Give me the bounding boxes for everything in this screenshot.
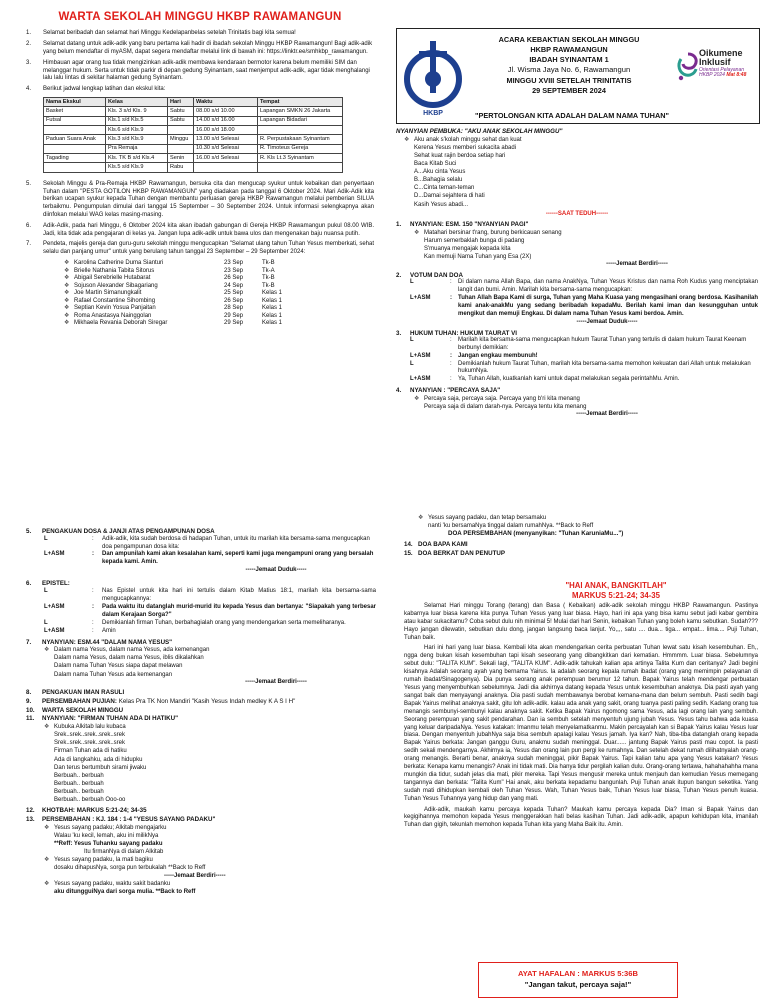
acara-header-box <box>396 28 760 124</box>
section-heading: 1. NYANYIAN: ESM. 150 "NYANYIAN PAGI" <box>396 221 529 229</box>
liturgy-leader: L : Marilah kita bersama-sama mengucapkan hukum Taurat Tuhan yang tertulis di dalam hukum Taurat Keenam berbunyi demikian: <box>410 337 747 352</box>
sermon-paragraph: Adik-adik, maukah kamu percaya kepada Tuhan? Maukah kamu percaya kepada Dia? Iman si Bapak Yairus dan kegigihannya memohon kepada Yesus menggerakkan hati belas kasihan Tuhan. Jadi adik-adik, apapun kehidupan kita, imanilah Tuhan dan gigih, tekunlah memohon kepada Tuhan kita yang Maha Baik itu. Amin. <box>404 806 758 829</box>
birthday-row: ❖ Septian Kevin Yosua Panjaitan 28 Sep Kelas 1 <box>64 305 283 311</box>
table-row: Pra Remaja 10.30 s/d Selesai R. Timoteus Gereja <box>44 144 343 153</box>
section-heading: 9. PERSEMBAHAN PUJIAN: Kelas Pra TK Non Mandiri "Kasih Yesus Indah medley K A S I H" <box>26 697 296 705</box>
hymn-lyrics: ❖ Matahari bersinar t'rang, burung berkicauan senang Harum semerbaklah bunga di padang S'muanya mengajak kepada kita Kan memuji Nama Tuhan yang Esa (2X) <box>414 229 562 261</box>
liturgy-congregation: L+ASM : Tuhan Allah Bapa Kami di surga, Tuhan yang Maha Kuasa yang mengasihani orang berdosa. Kasihanilah kami anak-anakMu yang sedang beribadah kepadaMu. Berilah kami iman dan kesungguhan untuk mengikut dan memuji Engkau. Di dalam nama Tuhan Yesus kami berdoa. Amin. <box>410 295 758 318</box>
birthday-row: ❖ Sojuson Alexander Sibagariang 24 Sep Tk-B <box>64 282 275 289</box>
bullet-icon: ❖ <box>64 290 70 296</box>
bullet-icon: ❖ <box>64 297 70 304</box>
section-heading: 7. NYANYIAN: ESM.44 "DALAM NAMA YESUS" <box>26 638 173 646</box>
ayat-hafalan-box <box>478 962 678 998</box>
table-row: Paduan Suara Anak Kls.3 s/d Kls.9 Minggu 13.00 s/d Selesai R. Perpustakaan Syinantam <box>44 135 343 144</box>
liturgy-congregation: L+ASM : Jangan engkau membunuh! <box>410 352 538 359</box>
table-header-row: Nama Ekskul Kelas Hari Waktu Tempat <box>44 97 343 106</box>
ayat-hafalan-label: AYAT HAFALAN : MARKUS 5:36B <box>518 969 638 978</box>
sermon-paragraph: Selamat Hari minggu Torang (terang) dan Basa ( Kebaikan) adik-adik sekolah minggu HKBP Rawamangun. Pastinya kabarnya luar biasa karena kita punya Tuhan Yesus yang luar biasa. Hayo, hari ini apa yang bisa kamu sebut jadi kabar gembira atau kabar sukacitamu? Coba sebut dulu nih minimal 5! Mulai dari hari Senin, kebaikan Tuhan yang boleh kamu sebutkan. Sudah??? Hayo jangan dilewatin, sebutkan dulu dong, jangan langsung baca lanjut. Yo,,,, satu .... dua... tiga... empat... lima.... Puji Tuhan, Tuhan baik. <box>404 602 758 641</box>
birthday-row: ❖ Joe Martin Simanungkalit 25 Sep Kelas 1 <box>64 290 283 296</box>
birthday-row: ❖ Roma Anastasya Nainggolan 29 Sep Kelas 1 <box>64 312 283 319</box>
section-heading: 13. PERSEMBAHAN : KJ. 184 : 1-4 "YESUS SAYANG PADAKU" <box>26 815 216 823</box>
announcement-item: 7. Pendeta, majelis gereja dan guru-guru sekolah minggu mengucapkan "Selamat ulang tahun Tuhan Yesus memberkati, sehat selalu dan panjang umur" untuk yang berulang tahun tanggal 23 September – 29 September 2024: <box>26 241 374 256</box>
announcement-list-2 <box>26 181 374 257</box>
announcement-item: 6. Adik-Adik, pada hari Minggu, 6 Oktober 2024 kita akan ibadah gabungan di Gereja HKBP Rawamangun pukul 08.00 WIB. Jadi, kita tidak ada pengajaran di kelas ya. Jangan lupa adik-adik untuk bawa ulos dan mengenakan baju nuansa putih. <box>26 222 374 237</box>
section-heading: 4. NYANYIAN : "PERCAYA SAJA" <box>396 387 501 395</box>
birthday-row: ❖ Brielle Nathania Tabita Sitorus 23 Sep Tk-A <box>64 267 275 274</box>
birthday-row: ❖ Karolina Catherine Duma Sianturi 23 Sep Tk-B <box>64 260 275 266</box>
hymn-lyrics: ❖ Percaya saja, percaya saja. Percaya yang b'ri kita menang Percaya saja di dalam darah-nya. Percaya tentu kita menang <box>414 395 587 410</box>
table-row: Basket Kls. 3 s/d Kls. 9 Sabtu 08.00 s/d 10.00 Lapangan SMKN 26 Jakarta <box>44 107 343 116</box>
section-heading: 15. DOA BERKAT DAN PENUTUP <box>404 549 505 557</box>
table-row: Kls.5 s/d Kls.9 Rabu <box>44 163 343 172</box>
bullet-icon: ❖ <box>414 229 420 236</box>
liturgy-leader: L : Adik-adik, kita sudah berdosa di hadapan Tuhan, untuk itu marilah kita bersama-sama mengucapkan doa pengampunan dosa kita: <box>44 535 370 550</box>
nyanyian-pembuka-lyrics: ❖ Aku anak s'kolah minggu sehat dan kuat Kerena Yesus memberi sukacita abadi Sehat kuat rajin berdoa setiap hari Baca Kitab Suci A...Aku cinta Yesus B...Bahagia selalu C...Cinta teman-teman D...Damai sejahtera di hati Kasih Yesus abadi... <box>404 136 522 208</box>
bullet-icon: ❖ <box>414 395 420 402</box>
oikumene-logo-icon <box>675 51 701 81</box>
section-heading: 2. VOTUM DAN DOA <box>396 271 463 279</box>
right-bottom-column <box>404 514 758 934</box>
announcement-item: 5. Sekolah Minggu & Pra-Remaja HKBP Rawamangun, bersuka cita dan mengucap syukur untuk kebaikan dan penyertaan Tuhan dalam "PESTA GOTILON HKBP RAWAMANGUN" yang diadakan pada tanggal 6 Oktober 2024. Mari Adik-Adik kita berikan ucapan syukur kepada Tuhan dengan membantu perluasan gereja HKBP Rawamangun melalui pemberian SILUA terbaikmu. Pengumpulan dimulai dari tanggal 15 September – 30 September 2024. Untuk informasi selengkapnya akan diinfokan melalui WAG kelas masing-masing. <box>26 180 374 219</box>
bullet-icon: ❖ <box>64 275 70 281</box>
jemaat-berdiri: -----Jemaat Berdiri----- <box>245 678 307 685</box>
birthday-list <box>26 260 374 328</box>
birthday-row: ❖ Mikhaela Revania Deborah Siregar 29 Sep Kelas 1 <box>64 320 283 326</box>
table-row: Futsal Kls.1 s/d Kls.5 Sabtu 14.00 s/d 16.00 Lapangan Bidadari <box>44 116 343 125</box>
hymn-lyrics: ❖ Yesus sayang padaku; Alkitab mengajarku Walau 'ku kecil, lemah, aku ini milikNya **Reff: Yesus Tuhanku sayang padaku Itu firmanNya di dalam Alkitab ❖ Yesus sayang padaku, la mati bagiku dosaku dihapusNya, sorga pun terbukalah **Back to Reff -----Jemaat Berdiri----- ❖ Yesus sayang padaku, waktu sakit badanku aku ditungguiNya dari sorga mulia. **Back to Reff <box>44 824 226 896</box>
bullet-icon: ❖ <box>64 320 70 326</box>
hymn-lyrics: ❖ Kubuka Alkitab lalu kubaca Srek..srek..srek..srek..srek Srek..srek..srek..srek..srek Firman Tuhan ada di hatiku Ada di langkahku, ada di hidupku Dan terus bertumbuh sirami jiwaku Berbuah.. berbuah Berbuah.. berbuah Berbuah.. berbuah Berbuah.. berbuah Ooo-oo <box>44 724 147 803</box>
liturgy-leader: L : Di dalam nama Allah Bapa, dan nama AnakNya, Tuhan Yesus Kristus dan nama Roh Kudus yang menciptakan langit dan bumi. Amin. Marilah kita bersama-sama mengucapkan: <box>410 279 758 294</box>
bullet-icon: ❖ <box>44 647 50 654</box>
right-top-column <box>396 128 758 508</box>
jemaat-berdiri: -----Jemaat Berdiri----- <box>576 410 638 417</box>
bullet-icon: ❖ <box>64 267 70 274</box>
section-heading: 5. PENGAKUAN DOSA & JANJI ATAS PENGAMPUNAN DOSA <box>26 528 215 535</box>
bullet-icon: ❖ <box>44 724 50 731</box>
liturgy-congregation: L+ASM : Ya, Tuhan Allah, kuatkanlah kami untuk dapat melakukan segala perintahMu. Amin. <box>410 376 680 383</box>
left-bottom-column <box>26 525 376 1003</box>
sermon-paragraph: Hari ini hari yang luar biasa. Kembali kita akan mendengarkan cerita perbuatan Tuhan lewat satu kisah kesembuhan. Eh,, ngga deng bukan kisah kesembuhan tapi kisah seseorang yang dibangkitkan dari kematian. Hmmmm. Luar biasa. Sebelumnya sebut dulu: "TALITA KUM". Sekali lagi, "TALITA KUM". Adik-adik tahukah kalian apa artinya Talita Kum dan ceritanya? Jadi begini kisahnya Adalah seorang ayah yang bernama Yairus. Ia adalah seorang kepala rumah ibadat (orang yang memimpin pelayanan di rumah ibadat/Sinagogenya). Dia punya seorang anak perempuan berumur 12 tahun. Bapak Yairus telah mendengar perbuatan Yesus yang menyembuhkan sebelumnya. Jadi dia akhirnya datang kepada Yesus untuk kesembuhan anaknya. Dia pasti ayah yang sangat baik dan menyayangi anaknya. Dia pasti sudah membawanya berobat kemana-mana dan belum sembuh. Pasti sedih bagi Bapak Yairus melihat anaknya sakit, gitu loh adik-adik. kalau ada anak yang sakit, orang tuanya pasti paling sedih. Kadang orang tua menangis sembunyi-sembunyi kalau anaknya sakit. Ketika Bapak Yairus ngomong sama Yesus, ada lagi orang lain yang sembuh. Seorang perempuan yang sakit pendarahan. Dan ia sembuh setelah menyentuh ujung jubah Yesus. Yesus tahu bahwa ada kuasa yang keluar daripadaNya. Yesus katakan: Imanmu telah menyelamatkanmu. Makin percayalah kan si Bapak Yairus kalau Yesus luar biasa. Dengan menyentuh jubahNya saja bisa sembuh apalagi kalau Yesus jamah. Iya kan? Nah, tiba-tiba datanglah orang kepada Bapak Yairus berkata: Jangan ganggu Guru, anakmu sudah meninggal. Duar...... jantung Bapak Yairus pasti mau copot. Ia pasti sedih sekali mendengarnya. Akhirnya ia, Yesus dan orang lain pun pergi ke rumahnya. Dan setelah dekat rumah dilihatnyalah orang-orang menangis. Berarti benar, anaknya sudah meninggal, pikir Bapak Yairus. Tapi kalian tahu apa yang Yesus katakan? Yesus berkata: Kenapa kamu menangis? Anak ini tidak mati. Dia hanya tidur pergilah kalian dulu. Orang-orang tertawa, hahahahahha mana mungkin dia tidur, sudah jelas dia mati, pikir mereka. Tapi Yesus mengusir mereka untuk menjauh dan kemudian Yesus memegang tangannya dan berkata: "Talita Kum" Hai anak, aku berkata kepadamu bangunlah. Puji Tuhan anak itupun bangun seketika. Yang sudah mati dihidupkan kembali oleh Tuhan Yesus. Wah, Tuhan Yesus baik, Tuhan Yesus luar biasa, Tuhan Yesus penuh kuasa. Tuhan Yesus Tuhannya yang hidup dan yang mati. <box>404 645 758 802</box>
oikumene-badge: Oikumene Inklusif Orientasi Pelayanan HKBP 2024 Mat 8:48 <box>681 49 759 78</box>
acara-heading: ACARA KEBAKTIAN SEKOLAH MINGGU HKBP RAWAMANGUN IBADAH SYINANTAM 1 Jl. Wisma Jaya No. 6, Rawamangun MINGGU XVIII SETELAH TRINITATIS 29 SEPTEMBER 2024 <box>498 35 640 95</box>
liturgy-congregation: L+ASM : Amin <box>44 627 116 634</box>
hymn-lyrics: ❖ Yesus sayang padaku, dan tetap bersamaku nanti 'ku bersamaNya tinggal dalam rumahNya. **Back to Reff <box>418 515 594 530</box>
birthday-row: ❖ Abigail Serebrielle Hutabarat 26 Sep Tk-B <box>64 275 275 281</box>
section-heading: 12. KHOTBAH: MARKUS 5:21-24; 34-35 <box>26 807 147 815</box>
nyanyian-pembuka-title: NYANYIAN PEMBUKA: "AKU ANAK SEKOLAH MINGGU" <box>396 128 563 135</box>
ayat-hafalan-text: "Jangan takut, percaya saja!" <box>524 980 632 990</box>
bullet-icon: ❖ <box>44 856 50 863</box>
bullet-icon: ❖ <box>44 824 50 831</box>
liturgy-leader: L : Nas Epistel untuk kita hari ini tertulis dalam Kitab Matius 18:1, marilah kita bersama-sama mengucapkannya: <box>44 588 376 603</box>
section-heading: 14. DOA BAPA KAMI <box>404 540 468 548</box>
announcement-item: 1. Selamat beribadah dan selamat hari Minggu Kedelapanbelas setelah Trinitatis bagi kita semua! <box>26 30 296 37</box>
acara-theme: "PERTOLONGAN KITA ADALAH DALAM NAMA TUHAN" <box>475 111 669 120</box>
bullet-icon: ❖ <box>64 282 70 289</box>
bullet-icon: ❖ <box>64 260 70 266</box>
saat-teduh-divider: ------SAAT TEDUH------ <box>545 210 609 217</box>
bullet-icon: ❖ <box>418 515 424 521</box>
ekskul-table <box>43 97 343 173</box>
liturgy-congregation: L+ASM : Dan ampunilah kami akan kesalahan kami, seperti kami juga mengampuni orang yang bersalah kepada kami. Amin. <box>44 551 374 566</box>
table-row: Tagading Kls. TK B s/d Kls.4 Senin 16.00 s/d Selesai R. Kls Lt.3 Syinantam <box>44 154 343 163</box>
section-heading: 8. PENGAKUAN IMAN RASULI <box>26 689 125 697</box>
jemaat-duduk: -----Jemaat Duduk----- <box>245 566 307 573</box>
section-heading: 11. NYANYIAN: "FIRMAN TUHAN ADA DI HATIKU" <box>26 715 179 723</box>
liturgy-leader: L : Demikianlah hukum Taurat Tuhan, marilah kita bersama-sama memohon kekuatan dari Allah untuk melakukan hukumNya. <box>410 360 751 375</box>
table-row: Kls.6 s/d Kls.9 16.00 s/d 18.00 <box>44 126 343 135</box>
left-top-column <box>26 8 374 478</box>
announcement-list-1 <box>26 30 374 94</box>
announcement-item: 3. Himbauan agar orang tua tidak mengizinkan adik-adik membawa kendaraan bermotor karena belum memiliki SIM dan melanggar hukum. Serta untuk tidak parkir di depan gedung Syinantam, saat menjemput adik-adik, agar tidak menghalangi lalu lalu lintas di sekitar halaman gedung Syinantam. <box>26 59 370 82</box>
section-heading: 6. EPISTEL: <box>26 580 70 588</box>
bullet-icon: ❖ <box>404 136 410 143</box>
jemaat-duduk: -----Jemaat Duduk----- <box>576 319 638 325</box>
announcement-item: 2. Selamat datang untuk adik-adik yang baru pertama kali hadir di ibadah sekolah Minggu HKBP Rawamangun! Bagi adik-adik yang belum mendaftar di myASM, dapat segera mendaftar melalui link di bawah ini: https://linktr.ee/smhkbp_rawamangun. <box>26 41 373 55</box>
hkbp-logo-text: HKBP <box>423 110 443 117</box>
liturgy-leader: L : Demikianlah firman Tuhan, berbahagialah orang yang mendengarkan serta memeliharanya. <box>44 619 346 626</box>
hkbp-logo <box>401 35 465 117</box>
section-heading: 3. HUKUM TUHAN: HUKUM TAURAT VI <box>396 329 518 337</box>
liturgy-congregation: L+ASM : Pada waktu itu datanglah murid-murid itu kepada Yesus dan bertanya: "Siapakah yang terbesar dalam Kerajaan Sorga?" <box>44 604 376 618</box>
jemaat-berdiri: -----Jemaat Berdiri----- <box>606 261 668 268</box>
hymn-lyrics: ❖ Dalam nama Yesus, dalam nama Yesus, ada kemenangan Dalam nama Yesus, dalam nama Yesus, iblis dikalahkan Dalam nama Tuhan Yesus siapa dapat melawan Dalam nama Tuhan Yesus ada kemenangan <box>44 647 210 678</box>
sermon-reference: MARKUS 5:21-24; 34-35 <box>572 591 660 601</box>
announcement-item: 4. Berikut jadwal lengkap latihan dan ekskul kita: <box>26 86 166 93</box>
section-heading: 10. WARTA SEKOLAH MINGGU <box>26 706 124 714</box>
bullet-icon: ❖ <box>44 881 50 888</box>
birthday-row: ❖ Rafael Constantine Sihombing 26 Sep Kelas 1 <box>64 297 283 304</box>
bullet-icon: ❖ <box>64 312 70 319</box>
bullet-icon: ❖ <box>64 305 70 311</box>
page-title: WARTA SEKOLAH MINGGU HKBP RAWAMANGUN <box>58 11 342 23</box>
sermon-title: "HAI ANAK, BANGKITLAH" <box>565 581 667 591</box>
doa-persembahan: DOA PERSEMBAHAN (menyanyikan: "Tuhan KaruniaMu...") <box>448 530 624 538</box>
